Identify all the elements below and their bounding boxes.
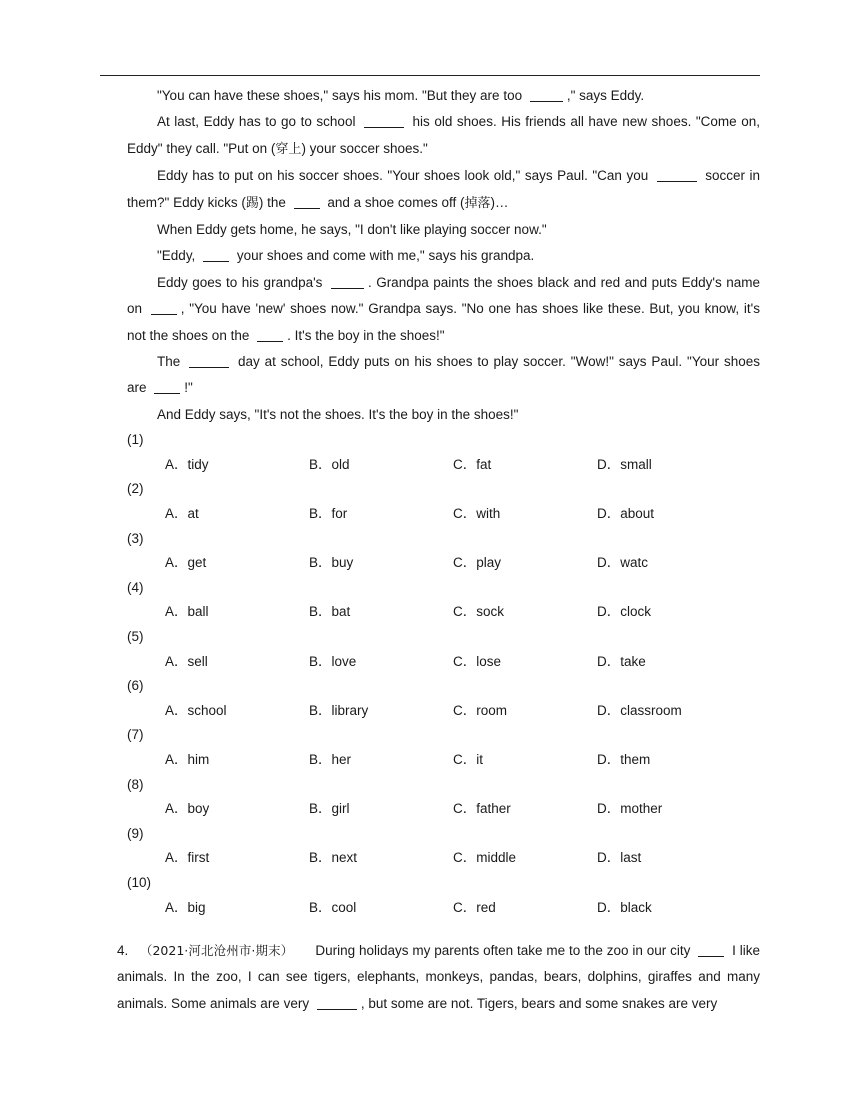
option-b[interactable]: B．for xyxy=(309,506,348,522)
option-b[interactable]: B．buy xyxy=(309,555,354,571)
option-c[interactable]: C．middle xyxy=(453,850,517,866)
answer-blank[interactable] xyxy=(151,300,177,315)
text: his old shoes. His friends all have new shoes. "Come on, Eddy" they call. "Put on ( xyxy=(127,114,760,156)
option-b[interactable]: B．cool xyxy=(309,899,357,915)
option-c[interactable]: C．with xyxy=(453,506,501,522)
option-c[interactable]: C．fat xyxy=(453,456,492,472)
chinese-gloss: 穿上 xyxy=(275,141,302,157)
option-d[interactable]: D．clock xyxy=(597,604,652,620)
option-a[interactable]: A．sell xyxy=(165,653,208,669)
paragraph-8 xyxy=(127,402,760,428)
answer-blank[interactable] xyxy=(189,353,229,368)
option-b[interactable]: B．her xyxy=(309,752,352,767)
answer-blank[interactable] xyxy=(331,274,364,289)
option-d[interactable]: D．mother xyxy=(597,801,663,817)
question-7 xyxy=(127,723,760,772)
option-a[interactable]: A．get xyxy=(165,555,207,571)
question-9 xyxy=(127,822,760,871)
text: The xyxy=(157,354,186,370)
answer-blank[interactable] xyxy=(698,942,724,957)
question-number: (8) xyxy=(127,776,144,792)
option-c[interactable]: C．it xyxy=(453,752,483,767)
text: Eddy goes to his grandpa's xyxy=(157,274,327,290)
header-rule xyxy=(100,75,760,76)
option-c[interactable]: C．sock xyxy=(453,604,505,620)
option-a[interactable]: A．him xyxy=(165,752,210,767)
option-b[interactable]: B．love xyxy=(309,653,357,669)
option-c[interactable]: C．father xyxy=(453,801,511,817)
option-a[interactable]: A．tidy xyxy=(165,456,209,472)
question-number: (4) xyxy=(127,579,144,595)
text: ," says Eddy. xyxy=(566,88,645,103)
answer-blank[interactable] xyxy=(294,194,320,209)
option-a[interactable]: A．boy xyxy=(165,801,210,817)
question-5 xyxy=(127,625,760,674)
option-d[interactable]: D．small xyxy=(597,456,652,472)
option-b[interactable]: B．next xyxy=(309,850,358,866)
question-number: 4. xyxy=(117,943,129,958)
option-a[interactable]: A．ball xyxy=(165,604,209,620)
text: soccer in them?" Eddy kicks ( xyxy=(127,168,760,210)
paragraph-1 xyxy=(127,83,760,109)
option-c[interactable]: C．lose xyxy=(453,653,502,669)
paragraph-4 xyxy=(127,217,760,243)
text: Eddy has to put on his soccer shoes. "Your shoes look old," says Paul. "Can you xyxy=(157,168,653,184)
question-number: (7) xyxy=(127,727,144,743)
chinese-gloss: 掉落 xyxy=(464,195,491,211)
text: . Grandpa paints the shoes black and red and puts Eddy's name on xyxy=(127,274,760,317)
question-6 xyxy=(127,674,760,723)
option-d[interactable]: D．classroom xyxy=(597,702,682,718)
answer-blank[interactable] xyxy=(257,327,283,342)
passage-section xyxy=(127,83,760,920)
answer-blank[interactable] xyxy=(317,995,357,1010)
text: your shoes and come with me," says his grandpa. xyxy=(233,248,535,264)
question-number: (5) xyxy=(127,629,144,645)
question-3 xyxy=(127,527,760,576)
answer-blank[interactable] xyxy=(364,113,404,128)
question-1 xyxy=(127,428,760,477)
text: "You can have these shoes," says his mom. "But they are too xyxy=(157,88,526,103)
question-2 xyxy=(127,477,760,526)
text: ) your soccer shoes." xyxy=(301,140,428,156)
option-b[interactable]: B．old xyxy=(309,456,350,472)
text: And Eddy says, "It's not the shoes. It's the boy in the shoes!" xyxy=(157,406,519,422)
paragraph-2 xyxy=(127,109,760,163)
text: )… xyxy=(490,194,509,210)
chinese-gloss: 踢 xyxy=(245,195,259,211)
question-number: (2) xyxy=(127,481,144,497)
option-d[interactable]: D．them xyxy=(597,752,651,767)
paragraph-5 xyxy=(127,243,760,269)
option-a[interactable]: A．school xyxy=(165,702,227,718)
text: , "You have 'new' shoes now." Grandpa says. "No one has shoes like these. But, you know, it's not the shoes on the xyxy=(127,301,760,343)
text: , but some are not. Tigers, bears and some snakes are very xyxy=(360,995,718,1011)
option-a[interactable]: A．big xyxy=(165,899,206,915)
option-c[interactable]: C．play xyxy=(453,555,502,571)
option-a[interactable]: A．first xyxy=(165,850,210,866)
paragraph-7 xyxy=(127,349,760,402)
option-d[interactable]: D．about xyxy=(597,506,655,522)
option-d[interactable]: D．take xyxy=(597,653,646,669)
option-b[interactable]: B．library xyxy=(309,702,369,718)
question-source: （2021·河北沧州市·期末） xyxy=(139,943,294,958)
text: . It's the boy in the shoes!" xyxy=(287,327,445,343)
text: day at school, Eddy puts on his shoes to play soccer. "Wow!" says Paul. "Your shoes are xyxy=(127,354,760,396)
question-number: (1) xyxy=(127,432,144,448)
option-d[interactable]: D．black xyxy=(597,899,652,915)
question-10 xyxy=(127,871,760,920)
text: and a shoe comes off ( xyxy=(323,194,465,210)
text: At last, Eddy has to go to school xyxy=(157,114,360,130)
answer-blank[interactable] xyxy=(154,379,180,394)
question-number: (10) xyxy=(127,874,152,890)
option-b[interactable]: B．girl xyxy=(309,801,350,817)
option-c[interactable]: C．red xyxy=(453,899,496,915)
question-number: (9) xyxy=(127,825,144,841)
option-d[interactable]: D．last xyxy=(597,850,642,866)
question-number: (6) xyxy=(127,678,144,694)
option-c[interactable]: C．room xyxy=(453,702,508,718)
question-number: (3) xyxy=(127,530,144,546)
option-b[interactable]: B．bat xyxy=(309,604,351,620)
paragraph-6 xyxy=(127,270,760,349)
text: During holidays my parents often take me to the zoo in our city xyxy=(315,943,695,958)
text: I like animals. In the zoo, I can see tigers, elephants, monkeys, pandas, bears, dolphins, giraffes and many animals. Some animals are very xyxy=(117,943,760,1011)
text: "Eddy, xyxy=(157,248,200,264)
answer-blank[interactable] xyxy=(657,167,697,182)
option-d[interactable]: D．watc xyxy=(597,555,649,571)
question-4-passage xyxy=(117,938,760,1017)
question-4 xyxy=(127,576,760,625)
text: When Eddy gets home, he says, "I don't like playing soccer now." xyxy=(157,222,547,238)
text: ) the xyxy=(258,194,290,210)
question-list xyxy=(127,428,760,920)
answer-blank[interactable] xyxy=(530,87,563,102)
question-8 xyxy=(127,773,760,822)
paragraph-3 xyxy=(127,163,760,217)
text: !" xyxy=(184,380,193,396)
answer-blank[interactable] xyxy=(203,247,229,262)
option-a[interactable]: A．at xyxy=(165,506,199,522)
q4-paragraph xyxy=(117,938,760,1017)
